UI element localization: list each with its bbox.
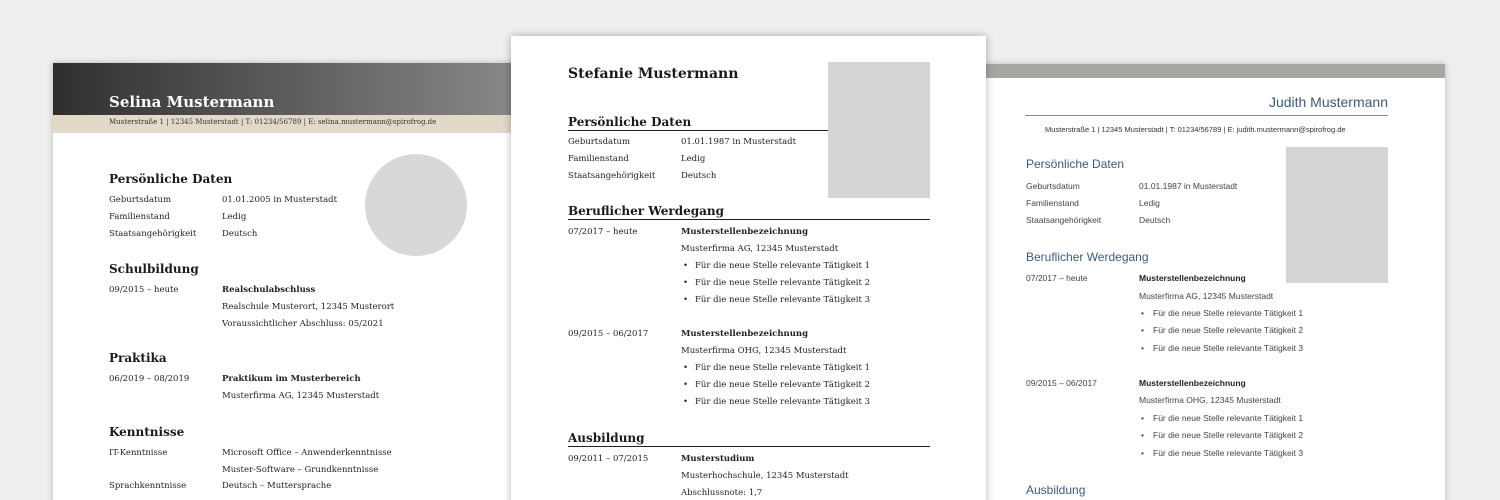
- divider: [1025, 115, 1388, 116]
- field-label: Staatsangehörigkeit: [568, 171, 656, 181]
- entry-line: Musterfirma AG, 12345 Musterstadt: [1139, 291, 1274, 301]
- entry-title: Praktikum im Musterbereich: [222, 374, 361, 384]
- entry-line: Musterfirma AG, 12345 Musterstadt: [681, 244, 839, 254]
- entry-title: Musterstellenbezeichnung: [681, 329, 809, 339]
- bullet-item: • Für die neue Stelle relevante Tätigkeit 3: [1153, 343, 1303, 353]
- bullet-item: • Für die neue Stelle relevante Tätigkeit 3: [1153, 448, 1303, 458]
- bullet-item: • Für die neue Stelle relevante Tätigkeit 1: [695, 363, 870, 373]
- section-heading-career: Beruflicher Werdegang: [1026, 250, 1149, 264]
- cv-template-stefanie: [511, 36, 986, 500]
- field-value: Ledig: [1139, 198, 1160, 208]
- cv-template-judith: [985, 64, 1445, 500]
- contact-bar: [53, 115, 523, 133]
- field-value: Deutsch: [222, 229, 258, 239]
- entry-line: Realschule Musterort, 12345 Musterort: [222, 302, 395, 312]
- section-heading-education: Ausbildung: [568, 431, 645, 445]
- bullet-item: • Für die neue Stelle relevante Tätigkeit 1: [1153, 308, 1303, 318]
- bullet-item: • Für die neue Stelle relevante Tätigkeit 2: [1153, 325, 1303, 335]
- entry-date: 09/2015 – heute: [109, 285, 179, 295]
- contact-line: Musterstraße 1 | 12345 Musterstadt | T: 01234/56789 | E: judith.mustermann@spirofrog.de: [1045, 125, 1346, 134]
- bullet-item: • Für die neue Stelle relevante Tätigkeit 2: [695, 380, 870, 390]
- photo-placeholder: [1286, 147, 1388, 283]
- section-heading-career: Beruflicher Werdegang: [568, 204, 725, 218]
- section-rule: [568, 219, 930, 220]
- header-band: [53, 63, 523, 115]
- bullet-item: • Für die neue Stelle relevante Tätigkeit 1: [695, 261, 870, 271]
- bullet-item: • Für die neue Stelle relevante Tätigkeit 3: [695, 295, 870, 305]
- bullet-item: • Für die neue Stelle relevante Tätigkeit 2: [695, 278, 870, 288]
- cv-name: Stefanie Mustermann: [568, 66, 739, 82]
- field-label: Sprachkenntnisse: [109, 481, 187, 491]
- field-value: Deutsch: [681, 171, 717, 181]
- field-label: IT-Kenntnisse: [109, 448, 168, 458]
- cv-name: Judith Mustermann: [1268, 94, 1388, 110]
- field-label: Familienstand: [1026, 198, 1079, 208]
- field-label: Geburtsdatum: [568, 137, 631, 147]
- field-label: Familienstand: [568, 154, 629, 164]
- photo-placeholder: [365, 154, 467, 256]
- entry-date: 09/2011 – 07/2015: [568, 454, 649, 464]
- entry-title: Musterstellenbezeichnung: [681, 227, 809, 237]
- field-label: Geburtsdatum: [1026, 181, 1080, 191]
- field-label: Staatsangehörigkeit: [1026, 215, 1102, 225]
- cv-name: Selina Mustermann: [109, 93, 275, 111]
- entry-date: 07/2017 – heute: [1026, 273, 1088, 283]
- bullet-item: • Für die neue Stelle relevante Tätigkeit 3: [695, 397, 870, 407]
- entry-line: Musterfirma AG, 12345 Musterstadt: [222, 391, 380, 401]
- bullet-item: • Für die neue Stelle relevante Tätigkeit 2: [1153, 430, 1303, 440]
- entry-date: 06/2019 – 08/2019: [109, 374, 190, 384]
- section-heading-school: Schulbildung: [109, 262, 199, 276]
- bullet-item: • Für die neue Stelle relevante Tätigkeit 1: [1153, 413, 1303, 423]
- entry-line: Voraussichtlicher Abschluss: 05/2021: [222, 319, 384, 329]
- entry-line: Musterfirma OHG, 12345 Musterstadt: [681, 346, 847, 356]
- entry-date: 09/2015 – 06/2017: [568, 329, 649, 339]
- cv-template-selina: [53, 63, 523, 500]
- section-heading-personal: Persönliche Daten: [568, 115, 692, 129]
- field-label: Staatsangehörigkeit: [109, 229, 197, 239]
- section-heading-personal: Persönliche Daten: [1026, 157, 1125, 171]
- section-rule: [568, 130, 828, 131]
- entry-date: 09/2015 – 06/2017: [1026, 378, 1097, 388]
- field-value: Deutsch – Muttersprache: [222, 481, 332, 491]
- section-heading-education: Ausbildung: [1026, 483, 1086, 497]
- field-value: Deutsch: [1139, 215, 1171, 225]
- field-value: Ledig: [222, 212, 247, 222]
- section-heading-internships: Praktika: [109, 351, 167, 365]
- photo-placeholder: [828, 62, 930, 198]
- field-value: 01.01.1987 in Musterstadt: [1139, 181, 1238, 191]
- contact-line: Musterstraße 1 | 12345 Musterstadt | T: 01234/56789 | E: selina.mustermann@spirofrog.de: [109, 118, 437, 126]
- entry-title: Musterstellenbezeichnung: [1139, 273, 1246, 283]
- entry-line: Musterhochschule, 12345 Musterstadt: [681, 471, 849, 481]
- section-rule: [568, 446, 930, 447]
- field-label: Familienstand: [109, 212, 170, 222]
- entry-date: 07/2017 – heute: [568, 227, 638, 237]
- entry-title: Musterstudium: [681, 454, 755, 464]
- field-value: 01.01.2005 in Musterstadt: [222, 195, 338, 205]
- field-label: Geburtsdatum: [109, 195, 172, 205]
- field-value: Muster-Software – Grundkenntnisse: [222, 465, 379, 475]
- entry-line: Abschlussnote: 1,7: [681, 488, 763, 498]
- header-band: [985, 64, 1445, 78]
- entry-title: Realschulabschluss: [222, 285, 316, 295]
- section-heading-personal: Persönliche Daten: [109, 172, 233, 186]
- field-value: Ledig: [681, 154, 706, 164]
- section-heading-skills: Kenntnisse: [109, 425, 185, 439]
- entry-line: Musterfirma OHG, 12345 Musterstadt: [1139, 395, 1281, 405]
- entry-title: Musterstellenbezeichnung: [1139, 378, 1246, 388]
- field-value: Microsoft Office – Anwenderkenntnisse: [222, 448, 392, 458]
- field-value: 01.01.1987 in Musterstadt: [681, 137, 797, 147]
